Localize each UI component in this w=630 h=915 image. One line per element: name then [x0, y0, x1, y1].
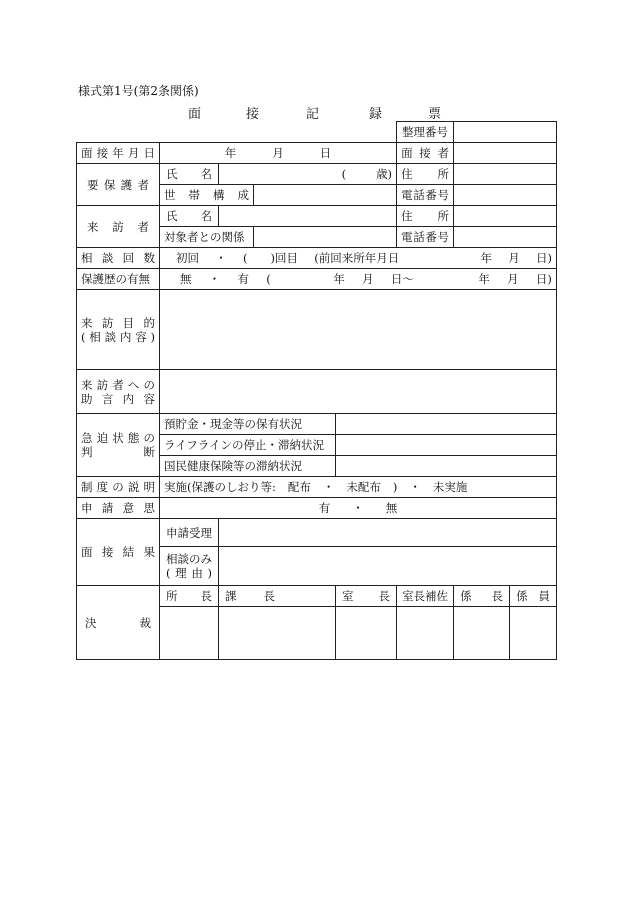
title-char: 票	[428, 107, 442, 122]
yohogosha-address-label: 住所	[397, 164, 454, 185]
kyuhaku-item-lifeline: ライフラインの停止・滞納状況	[160, 435, 336, 456]
seido-field[interactable]: 実施(保護のしおり等: 配布 ・ 未配布 ) ・ 未実施	[160, 477, 557, 498]
stamp-box-shitsucho[interactable]	[336, 607, 397, 660]
form-number: 様式第1号(第2条関係)	[78, 84, 199, 98]
interview-record-form	[76, 121, 557, 660]
title-char: 接	[246, 107, 260, 122]
kyuhaku-item-savings: 預貯金・現金等の保有状況	[160, 414, 336, 435]
kyuhaku-lifeline-field[interactable]	[336, 435, 557, 456]
mensetsu-date-field[interactable]: 年 月 日	[160, 143, 397, 164]
kyuhaku-label: 急迫状態の 判断	[77, 414, 160, 477]
hogoreki-field[interactable]: 無 ・ 有 ( 年 月 日〜 年 月 日)	[160, 269, 557, 290]
sodan-nomi-label: 相談のみ (理由)	[160, 547, 219, 586]
raihosha-address-label: 住所	[397, 206, 454, 227]
raihosha-name-field[interactable]	[219, 206, 397, 227]
form-title	[0, 103, 630, 121]
yohogosha-address-field[interactable]	[454, 164, 557, 185]
sodan-kaisu-label: 相談回数	[77, 248, 160, 269]
stamp-box-kakariin[interactable]	[510, 607, 557, 660]
kyuhaku-savings-field[interactable]	[336, 414, 557, 435]
yohogosha-phone-field[interactable]	[454, 185, 557, 206]
raihosha-label: 来訪者	[77, 206, 160, 248]
taishosha-kankei-field[interactable]	[254, 227, 397, 248]
raihosha-phone-label: 電話番号	[397, 227, 454, 248]
title-char: 録	[369, 107, 383, 122]
seido-label: 制度の説明	[77, 477, 160, 498]
mensetsusha-label: 面接者	[397, 143, 454, 164]
mensetsusha-field[interactable]	[454, 143, 557, 164]
title-char: 面	[188, 107, 202, 122]
stamp-box-kakaricho[interactable]	[454, 607, 510, 660]
taishosha-kankei-label: 対象者との関係	[160, 227, 254, 248]
approver-kakariin: 係員	[510, 586, 557, 607]
yohogosha-name-label: 氏名	[160, 164, 219, 185]
yohogosha-name-field[interactable]: ( 歳)	[219, 164, 397, 185]
shinsei-ishi-label: 申請意思	[77, 498, 160, 519]
raiho-mokuteki-label: 来訪目的 (相談内容)	[77, 290, 160, 370]
approver-shocho: 所長	[160, 586, 219, 607]
raihosha-name-label: 氏名	[160, 206, 219, 227]
raihosha-address-field[interactable]	[454, 206, 557, 227]
sodan-kaisu-field[interactable]: 初回 ・ ( )回目 (前回来所年月日 年 月 日)	[160, 248, 557, 269]
stamp-box-shocho[interactable]	[160, 607, 219, 660]
yohogosha-phone-label: 電話番号	[397, 185, 454, 206]
shinsei-ishi-field[interactable]: 有 ・ 無	[160, 498, 557, 519]
kyuhaku-insurance-field[interactable]	[336, 456, 557, 477]
raihosha-phone-field[interactable]	[454, 227, 557, 248]
kyuhaku-item-insurance: 国民健康保険等の滞納状況	[160, 456, 336, 477]
seiri-bango-field[interactable]	[454, 122, 557, 143]
setai-kosei-label: 世帯構成	[160, 185, 254, 206]
setai-kosei-field[interactable]	[254, 185, 397, 206]
sodan-nomi-field[interactable]	[219, 547, 557, 586]
approver-shitsucho-hosa: 室長補佐	[397, 586, 454, 607]
yohogosha-label: 要保護者	[77, 164, 160, 206]
shinsei-juri-field[interactable]	[219, 519, 557, 547]
stamp-box-kacho[interactable]	[219, 607, 336, 660]
mensetsu-date-label: 面接年月日	[77, 143, 160, 164]
mensetsu-kekka-label: 面接結果	[77, 519, 160, 586]
hogoreki-label: 保護歴の有無	[77, 269, 160, 290]
jogen-field[interactable]	[160, 370, 557, 414]
shinsei-juri-label: 申請受理	[160, 519, 219, 547]
approver-kacho: 課長	[219, 586, 336, 607]
jogen-label: 来訪者への 助言内容	[77, 370, 160, 414]
raiho-mokuteki-field[interactable]	[160, 290, 557, 370]
stamp-box-shitsucho-hosa[interactable]	[397, 607, 454, 660]
title-char: 記	[306, 107, 320, 122]
approver-kakaricho: 係長	[454, 586, 510, 607]
kessai-label: 決裁	[77, 586, 160, 660]
seiri-bango-label: 整理番号	[397, 122, 454, 143]
approver-shitsucho: 室長	[336, 586, 397, 607]
